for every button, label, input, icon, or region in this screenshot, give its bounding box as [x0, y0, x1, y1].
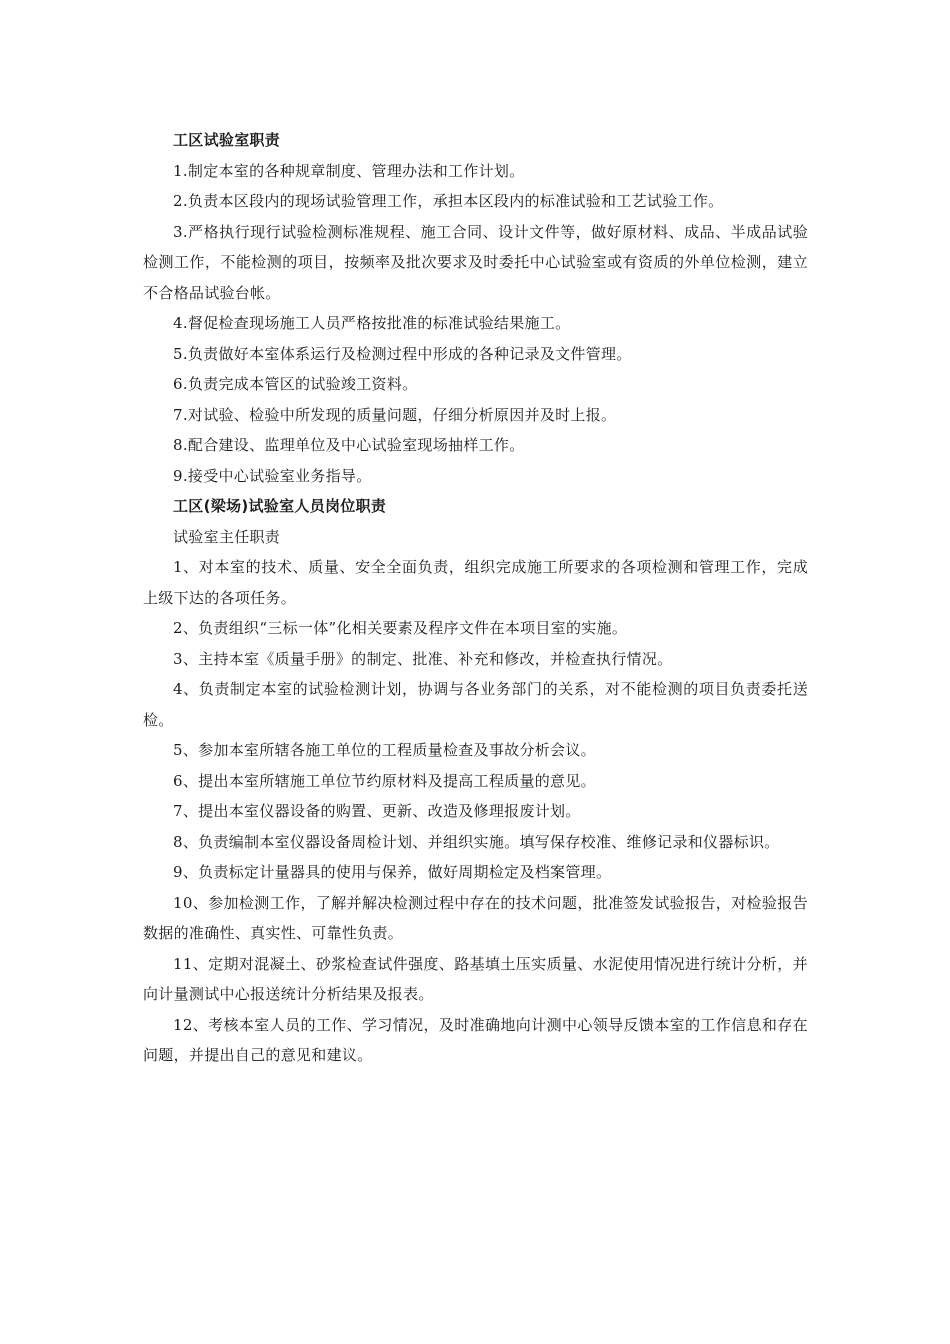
director-duty-item: 12、考核本室人员的工作、学习情况，及时准确地向计测中心领导反馈本室的工作信息和存在问题，并提出自己的意见和建议。: [143, 1015, 808, 1064]
duty-item: 9.接受中心试验室业务指导。: [173, 466, 372, 485]
duty-item: 5.负责做好本室体系运行及检测过程中形成的各种记录及文件管理。: [173, 344, 632, 363]
director-duty-item: 4、负责制定本室的试验检测计划，协调与各业务部门的关系，对不能检测的项目负责委托送检。: [143, 680, 808, 729]
director-duty-item: 5、参加本室所辖各施工单位的工程质量检查及事故分析会议。: [173, 741, 596, 759]
director-duty-item: 1、对本室的技术、质量、安全全面负责，组织完成施工所要求的各项检测和管理工作，完成上级下达的各项任务。: [143, 558, 808, 607]
director-duty-item: 10、参加检测工作，了解并解决检测过程中存在的技术问题，批准签发试验报告，对检验报告数据的准确性、真实性、可靠性负责。: [143, 893, 808, 942]
document-content: [143, 125, 808, 1071]
section-title-staff-duties: 工区(梁场)试验室人员岗位职责: [173, 497, 387, 515]
director-duty-item: 6、提出本室所辖施工单位节约原材料及提高工程质量的意见。: [173, 771, 596, 790]
director-duty-item: 7、提出本室仪器设备的购置、更新、改造及修理报废计划。: [173, 802, 581, 820]
director-duty-item: 9、负责标定计量器具的使用与保养，做好周期检定及档案管理。: [173, 863, 612, 881]
duty-item: 3.严格执行现行试验检测标准规程、施工合同、设计文件等，做好原材料、成品、半成品试验检测工作，不能检测的项目，按频率及批次要求及时委托中心试验室或有资质的外单位检测，建立不合格品试验台帐。: [143, 222, 808, 302]
duty-item: 1.制定本室的各种规章制度、管理办法和工作计划。: [173, 161, 525, 180]
director-duty-item: 2、负责组织“三标一体”化相关要素及程序文件在本项目室的实施。: [173, 619, 628, 637]
duty-item: 2.负责本区段内的现场试验管理工作，承担本区段内的标准试验和工艺试验工作。: [173, 192, 724, 210]
director-duty-item: 3、主持本室《质量手册》的制定、批准、补充和修改，并检查执行情况。: [173, 649, 673, 668]
duty-item: 4.督促检查现场施工人员严格按批准的标准试验结果施工。: [173, 314, 571, 332]
director-duty-item: 11、定期对混凝土、砂浆检查试件强度、路基填土压实质量、水泥使用情况进行统计分析，并向计量测试中心报送统计分析结果及报表。: [143, 954, 808, 1003]
duty-item: 6.负责完成本管区的试验竣工资料。: [173, 375, 418, 393]
duty-item: 8.配合建设、监理单位及中心试验室现场抽样工作。: [173, 436, 525, 454]
subsection-title-director: 试验室主任职责: [173, 527, 281, 546]
section-title-lab-duties: 工区试验室职责: [173, 131, 281, 149]
duty-item: 7.对试验、检验中所发现的质量问题，仔细分析原因并及时上报。: [173, 405, 617, 424]
director-duty-item: 8、负责编制本室仪器设备周检计划、并组织实施。填写保存校准、维修记录和仪器标识。: [173, 832, 780, 851]
